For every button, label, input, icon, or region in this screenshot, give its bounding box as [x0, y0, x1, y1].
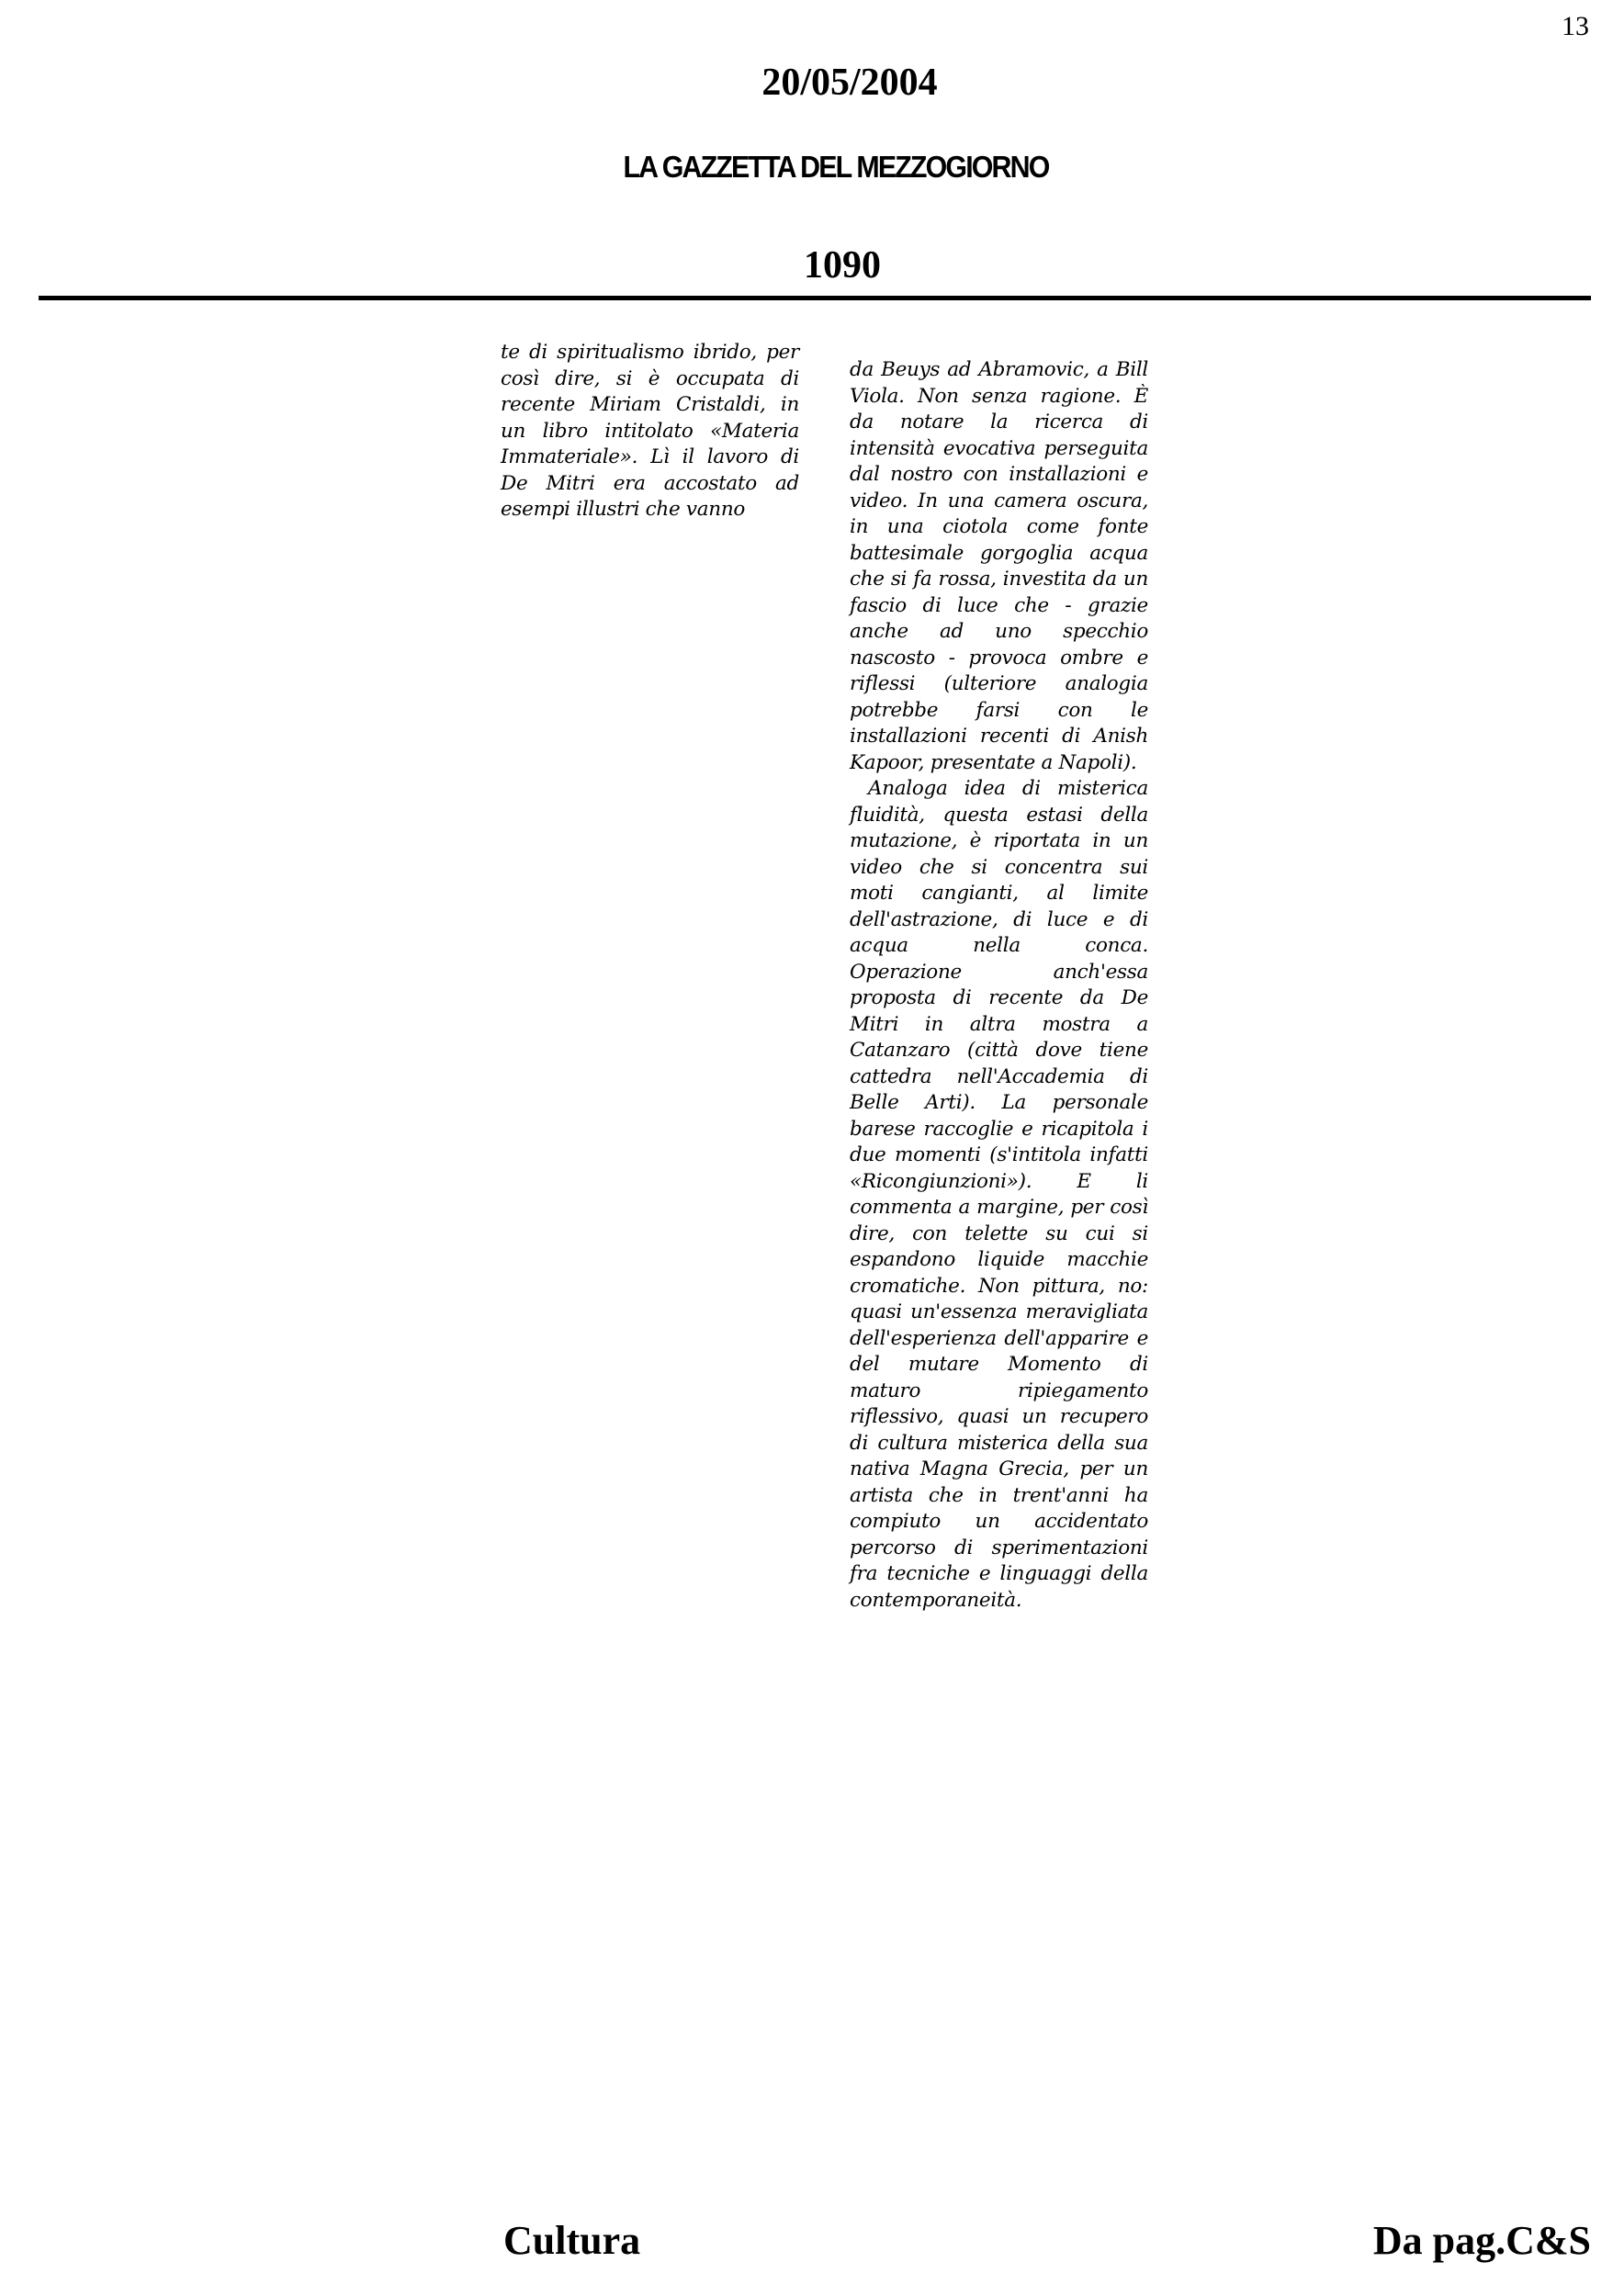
article-paragraph: da Beuys ad Abramovic, a Bill Viola. Non senza ragione. È da notare la ricerca di intensità evocativa perseguita dal nostro con installazioni e video. In una camera oscura, in una ciotola come fonte battesimale gorgoglia acqua che si fa rossa, investita da un fascio di luce che - grazie anche ad uno specchio nascosto - provoca ombre e riflessi (ulteriore analogia potrebbe farsi con le installazioni recenti di Anish Kapoor, presentate a Napoli). [850, 358, 1148, 774]
section-label: Cultura [503, 2218, 641, 2263]
source-label: Da pag.C&S [1372, 2218, 1591, 2263]
newspaper-masthead: LA GAZZETTA DEL MEZZOGIORNO [623, 150, 1049, 184]
article-paragraph: te di spiritualismo ibrido, per così dire, si è occupata di recente Miriam Cristaldi, in un libro intitolato «Materia Immateriale». Lì il lavoro di De Mitri era accostato ad esempi illustri che vanno [501, 341, 799, 521]
header-divider [39, 296, 1591, 300]
article-column-1 [501, 340, 799, 523]
issue-number: 1090 [804, 244, 881, 287]
article-paragraph: Analoga idea di misterica fluidità, questa estasi della mutazione, è riportata in un video che si concentra sui moti cangianti, al limite dell'astrazione, di luce e di acqua nella conca. Operazione anch'essa proposta di recente da De Mitri in altra mostra a Catanzaro (città dove tiene cattedra nell'Accademia di Belle Arti). La personale barese raccoglie e ricapitola i due momenti (s'intitola infatti «Ricongiunzioni»). E li commenta a margine, per così dire, con telette su cui si espandono liquide macchie cromatiche. Non pittura, no: quasi un'essenza meravigliata dell'esperienza dell'apparire e del mutare Momento di maturo ripiegamento riflessivo, quasi un recupero di cultura misterica della sua nativa Magna Grecia, per un artista che in trent'anni ha compiuto un accidentato percorso di sperimentazioni fra tecniche e linguaggi della contemporaneità. [850, 777, 1148, 1612]
article-column-2 [850, 357, 1148, 1614]
page-number: 13 [1562, 11, 1589, 41]
publication-date: 20/05/2004 [761, 62, 938, 104]
